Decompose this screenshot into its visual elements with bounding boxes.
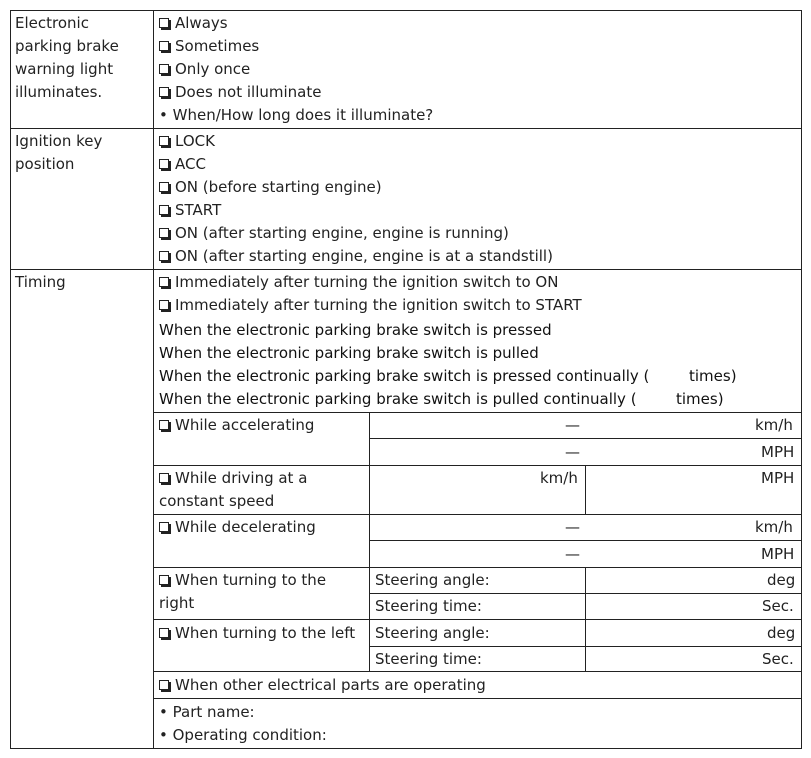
checkbox-icon[interactable] [159, 64, 169, 74]
unit-kmh: km/h [755, 416, 793, 434]
option-start[interactable]: START [159, 199, 221, 222]
unit-mph: MPH [761, 443, 795, 461]
option-other-electrical-parts[interactable]: When other electrical parts are operating [159, 674, 486, 697]
option-turning-left[interactable]: When turning to the left [159, 622, 355, 645]
steering-angle-label: Steering angle: [375, 624, 490, 642]
checkbox-icon[interactable] [159, 41, 169, 51]
statement-switch-pulled-continually: When the electronic parking brake switch is pulled continually ( [159, 390, 637, 408]
option-sometimes[interactable]: Sometimes [159, 35, 259, 58]
subtable-line [153, 698, 802, 699]
subtable-top [153, 412, 802, 413]
checkbox-icon[interactable] [159, 277, 169, 287]
statement-switch-pressed: When the electronic parking brake switch is pressed [159, 321, 552, 339]
speed-range-dash: — [565, 518, 580, 536]
option-does-not-illuminate[interactable]: Does not illuminate [159, 81, 321, 104]
option-only-once[interactable]: Only once [159, 58, 250, 81]
times-label: times) [676, 390, 724, 408]
unit-sec: Sec. [762, 650, 794, 668]
unit-kmh: km/h [540, 469, 578, 487]
table-border-left [10, 10, 11, 749]
subtable-col-divider-steering [585, 567, 586, 672]
table-border-bottom [10, 748, 802, 749]
checkbox-icon[interactable] [159, 575, 169, 585]
checkbox-icon[interactable] [159, 300, 169, 310]
checkbox-icon[interactable] [159, 473, 169, 483]
unit-mph: MPH [761, 469, 795, 487]
checkbox-icon[interactable] [159, 136, 169, 146]
table-border-right [801, 10, 802, 749]
checkbox-icon[interactable] [159, 18, 169, 28]
illumination-duration-prompt: • When/How long does it illuminate? [159, 106, 434, 124]
row-divider [10, 269, 802, 270]
times-label: times) [689, 367, 737, 385]
option-after-ignition-start[interactable]: Immediately after turning the ignition switch to START [159, 294, 582, 317]
steering-angle-label: Steering angle: [375, 571, 490, 589]
table-border-top [10, 10, 802, 11]
row-label-warning-light: Electronic parking brake warning light illuminates. [15, 14, 119, 101]
statement-switch-pressed-continually: When the electronic parking brake switch is pressed continually ( [159, 367, 650, 385]
part-name-field: • Part name: [159, 703, 255, 721]
unit-sec: Sec. [762, 597, 794, 615]
option-turning-right[interactable]: When turning to the right [159, 571, 327, 612]
unit-deg: deg [767, 571, 796, 589]
bullet-icon: • [159, 106, 173, 124]
subtable-line [153, 465, 802, 466]
option-always[interactable]: Always [159, 12, 228, 35]
option-lock[interactable]: LOCK [159, 130, 215, 153]
bullet-icon: • [159, 703, 173, 721]
unit-deg: deg [767, 624, 796, 642]
option-after-ignition-on[interactable]: Immediately after turning the ignition switch to ON [159, 271, 558, 294]
subtable-line [153, 619, 802, 620]
row-label-ignition-key: Ignition key position [15, 132, 103, 173]
subtable-line [153, 567, 802, 568]
subtable-col-divider-constant [585, 465, 586, 515]
option-constant-speed[interactable]: While driving at a constant speed [159, 469, 308, 510]
subtable-line [369, 438, 802, 439]
speed-range-dash: — [565, 545, 580, 563]
option-on-engine-standstill[interactable]: ON (after starting engine, engine is at a standstill) [159, 245, 553, 268]
checkbox-icon[interactable] [159, 182, 169, 192]
row-label-timing: Timing [15, 273, 66, 291]
subtable-col-divider [369, 412, 370, 672]
statement-switch-pulled: When the electronic parking brake switch is pulled [159, 344, 539, 362]
steering-time-label: Steering time: [375, 597, 482, 615]
subtable-line [153, 671, 802, 672]
checkbox-icon[interactable] [159, 205, 169, 215]
option-on-engine-running[interactable]: ON (after starting engine, engine is running) [159, 222, 509, 245]
steering-time-label: Steering time: [375, 650, 482, 668]
label-column-divider [153, 10, 154, 749]
option-on-before-start[interactable]: ON (before starting engine) [159, 176, 382, 199]
unit-mph: MPH [761, 545, 795, 563]
checkbox-icon[interactable] [159, 87, 169, 97]
checkbox-icon[interactable] [159, 159, 169, 169]
checkbox-icon[interactable] [159, 628, 169, 638]
option-while-decelerating[interactable]: While decelerating [159, 516, 316, 539]
checkbox-icon[interactable] [159, 680, 169, 690]
speed-range-dash: — [565, 416, 580, 434]
checkbox-icon[interactable] [159, 522, 169, 532]
subtable-line [153, 514, 802, 515]
checkbox-icon[interactable] [159, 228, 169, 238]
option-while-accelerating[interactable]: While accelerating [159, 414, 314, 437]
speed-range-dash: — [565, 443, 580, 461]
operating-condition-field: • Operating condition: [159, 726, 327, 744]
checkbox-icon[interactable] [159, 251, 169, 261]
checkbox-icon[interactable] [159, 420, 169, 430]
subtable-line [369, 540, 802, 541]
row-divider [10, 128, 802, 129]
option-acc[interactable]: ACC [159, 153, 206, 176]
bullet-icon: • [159, 726, 173, 744]
unit-kmh: km/h [755, 518, 793, 536]
